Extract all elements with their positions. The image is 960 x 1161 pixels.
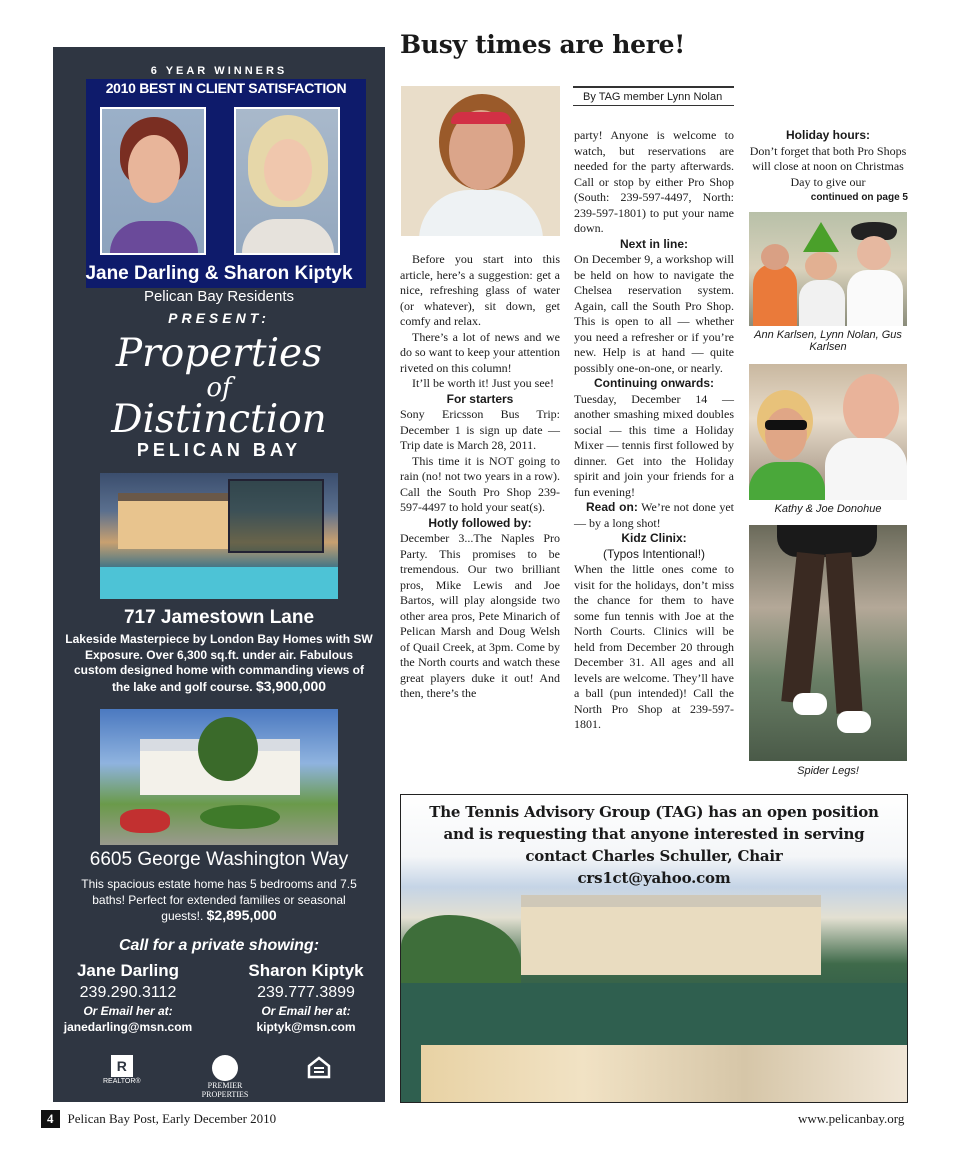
continued-link[interactable]: continued on page 5 — [810, 192, 908, 203]
ad-award-block — [86, 79, 366, 288]
footer-url[interactable]: www.pelicanbay.org — [798, 1111, 905, 1126]
agent-jane: Jane Darling 239.290.3112 Or Email her at: janedarling@msn.com — [45, 961, 211, 1034]
ad-call-to-action: Call for a private showing: — [118, 937, 320, 954]
photo-karlsen-nolan — [749, 212, 907, 326]
caption-spider-legs: Spider Legs! — [797, 765, 859, 777]
heading-next-in-line: Next in line: — [619, 236, 688, 251]
ad-distinction: Distinction — [111, 397, 327, 442]
ad-agent-names: Jane Darling & Sharon Kiptyk — [85, 263, 353, 284]
heading-hotly-followed: Hotly followed by: — [428, 515, 532, 530]
ad-present: PRESENT: — [168, 310, 270, 326]
ad-award-title: 2010 BEST IN CLIENT SATISFACTION — [105, 80, 347, 96]
realtor-logo: R REALTOR® — [103, 1055, 141, 1085]
portrait-sharon — [234, 107, 340, 255]
publication-name: Pelican Bay Post, Early December 2010 — [67, 1111, 277, 1126]
listing1-price: $3,900,000 — [255, 677, 327, 694]
listing2-photo — [100, 709, 338, 845]
listing1-desc: Lakeside Masterpiece by London Bay Homes with SW Exposure. Over 6,300 sq.ft. under air. Fabulous custom designed home with commanding views of the lake and golf course. $3,900,000 — [65, 632, 373, 694]
premier-properties-logo: PREMIER PROPERTIES — [195, 1055, 255, 1099]
agent-sharon-phone: 239.777.3899 — [257, 984, 355, 1001]
listing1-title: 717 Jamestown Lane — [123, 607, 315, 628]
footer-left — [41, 1110, 276, 1128]
listing2-price: $2,895,000 — [206, 907, 277, 923]
listing2-desc: This spacious estate home has 5 bedrooms and 7.5 baths! Perfect for extended families or seasonal guests!. $2,895,000 — [81, 877, 357, 923]
agent-jane-email[interactable]: janedarling@msn.com — [63, 1020, 193, 1034]
heading-kidz-clinix: Kidz Clinix: — [621, 531, 687, 545]
article-column-2: party! Anyone is welcome to watch, but reservations are needed for the party afterwards. Call or stop by either Pro Shop (South: 239-597-4497, North: 239-597-1801) to put your name down. Next in line: On December 9, a workshop will be held on how to navigate the Chelsea reservation system. Again, call the South Pro Shop. This is open to all — whether you need a refresher or if you’re new. Help is at hand — quite possibly one-on-one, or nearly. Continuing onwards: Tuesday, December 14 — another smashing mixed doubles social — this time a Holiday Mixer — tennis first followed by dinner. Get into the Holiday spirit and join your friends for a fun evening! Read on: We’re not done yet — by a long shot! Kidz Clinix: (Typos Intentional!) When the little ones come to visit for the holidays, don’t miss the chance for them to have some fun tennis with Joe at the North Courts. Clinics will be held from December 20 through December 31. All ages and all levels are welcome. They’ll have a ball (pun intended)! Call the North Pro Shop at 239-597-1801. — [574, 128, 734, 731]
caption-karlsen: Ann Karlsen, Lynn Nolan, Gus Karlsen — [754, 329, 902, 353]
agent-sharon: Sharon Kiptyk 239.777.3899 Or Email her at: kiptyk@msn.com — [223, 961, 389, 1034]
heading-continuing: Continuing onwards: — [594, 376, 714, 390]
page-number: 4 — [41, 1110, 60, 1128]
photo-spider-legs — [749, 525, 907, 761]
agent-jane-phone: 239.290.3112 — [79, 984, 177, 1001]
equal-housing-icon — [307, 1055, 331, 1081]
tag-announcement-text: The Tennis Advisory Group (TAG) has an open position and is requesting that anyone interested in serving contact Charles Schuller, Chair crs1ct@yahoo.com — [401, 801, 907, 889]
ad-of: of — [206, 373, 232, 403]
real-estate-ad — [53, 47, 385, 1102]
author-photo — [401, 86, 560, 236]
ad-properties: Properties — [115, 331, 323, 376]
agent-sharon-email[interactable]: kiptyk@msn.com — [256, 1020, 356, 1034]
photo-donohue — [749, 364, 907, 500]
listing2-title: 6605 George Washington Way — [89, 849, 349, 870]
ad-winners: 6 YEAR WINNERS — [150, 65, 288, 77]
portrait-jane — [100, 107, 206, 255]
tag-email[interactable]: crs1ct@yahoo.com — [577, 869, 731, 887]
tag-announcement — [400, 794, 908, 1103]
heading-holiday-hours: Holiday hours: — [785, 128, 870, 142]
ad-residents: Pelican Bay Residents — [143, 288, 295, 305]
heading-for-starters: For starters — [446, 391, 514, 406]
article-column-1: Before you start into this article, here’s a suggestion: get a nice, refreshing glass of water (or whatever), sit down, get comfy and relax. There’s a lot of news and we do so want to keep your attention riveted on this column! It’ll be worth it! Just you see! For starters Sony Ericsson Bus Trip: December 1 is sign up date — Trip date is March 28, 2011. This time it is NOT going to rain (no! not two years in a row). Call the South Pro Shop 239-597-4497 to hold your seat(s). Hotly followed by: December 3...The Naples Pro Party. This promises to be tremendous. Our two brilliant pros, Mike Lewis and Joe Bartos, will play alongside two other area pros, Pete Minarich of Pelican Marsh and Doug Welsh of Quail Creek, at 3pm. Come by the North courts and watch these great players duke it out! And then, there’s the — [400, 252, 560, 700]
ad-pelican-bay: PELICAN BAY — [136, 440, 302, 460]
article-column-3: Holiday hours: Don’t forget that both Pro Shops will close at noon on Christmas Day to give our continued on page 5 — [748, 128, 908, 206]
article-headline: Busy times are here! — [400, 30, 685, 59]
caption-donohue: Kathy & Joe Donohue — [774, 503, 882, 515]
listing1-photo — [100, 473, 338, 599]
article-byline: By TAG member Lynn Nolan — [573, 86, 734, 106]
